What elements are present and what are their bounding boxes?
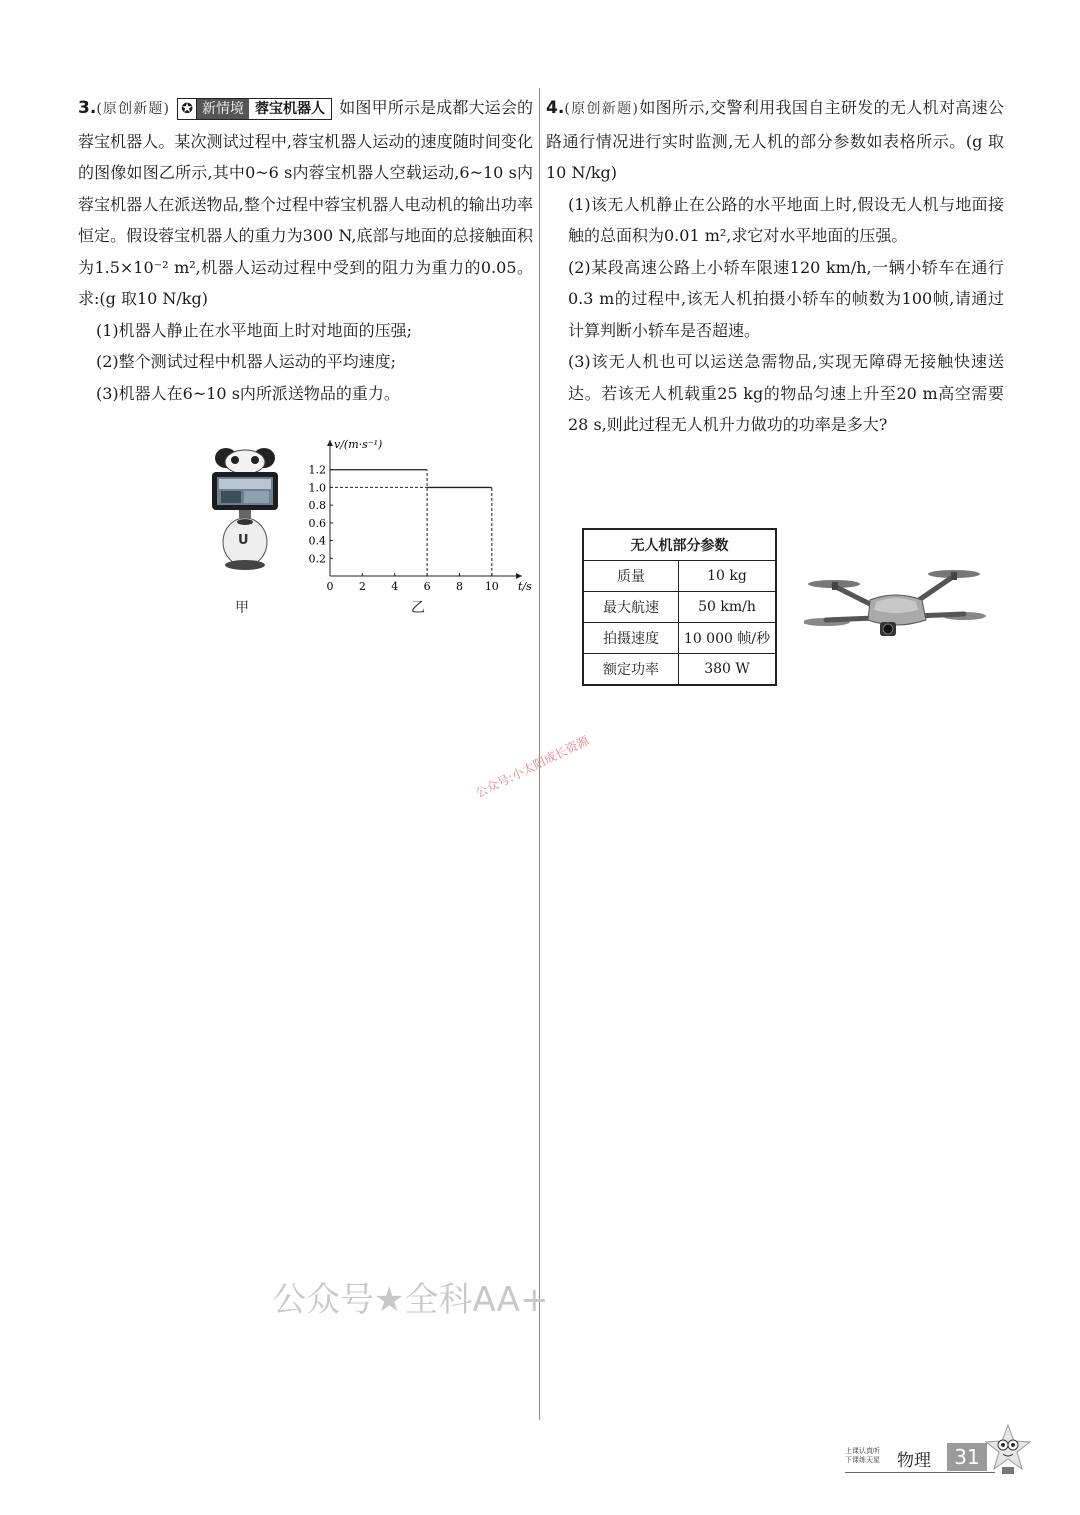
param-key: 最大航速 <box>583 592 679 623</box>
q4-sub-3: (3)该无人机也可以运送急需物品,实现无障碍无接触快速送达。若该无人机载重25 kg的物品匀速上升至20 m高空需要28 s,则此过程无人机升力做功的功率是多大? <box>568 352 1004 434</box>
q4-sub-2: (2)某段高速公路上小轿车限速120 km/h,一辆小轿车在通行0.3 m的过程中,该无人机拍摄小轿车的帧数为100帧,请通过计算判断小轿车是否超速。 <box>568 257 1004 340</box>
footer-subject: 物理 <box>897 1451 931 1471</box>
y-tick-label: 0.6 <box>308 516 326 530</box>
svg-text:U: U <box>238 533 249 548</box>
param-value: 10 000 帧/秒 <box>679 623 777 654</box>
x-tick-label: 6 <box>423 580 431 593</box>
slogan-line-2: 下课练天星 <box>845 1456 880 1464</box>
question-3 <box>78 92 533 616</box>
x-tick-label: 0 <box>326 580 334 593</box>
y-axis-arrow-icon <box>327 440 333 446</box>
x-tick-label: 4 <box>391 580 399 593</box>
watermark-grey: 公众号★全科AA+ <box>272 1280 549 1320</box>
param-key: 质量 <box>583 561 679 592</box>
caption-jia: 甲 <box>235 600 249 616</box>
param-key: 额定功率 <box>583 654 679 686</box>
q4-stem-text: 如图所示,交警利用我国自主研发的无人机对高速公路通行情况进行实时监测,无人机的部分参数如表格所示。(g 取10 N/kg) <box>546 98 1004 182</box>
watermark-red: 公众号:小太阳成长资源 <box>473 733 592 801</box>
q4-sub-1: (1)该无人机静止在公路的水平地面上时,假设无人机与地面接触的总面积为0.01 m²,求它对水平地面的压强。 <box>568 194 1004 245</box>
q4-number-dot: . <box>557 98 565 118</box>
q3-number: 3 <box>78 98 90 118</box>
table-row <box>583 654 776 686</box>
q3-stem-paragraph <box>78 92 533 315</box>
q3-source-tag: (原创新题) <box>96 101 171 117</box>
y-tick-label: 1.2 <box>308 463 326 477</box>
new-scenario-badge <box>177 98 332 120</box>
badge-label: 新情境 <box>197 99 249 119</box>
page-number: 31 <box>947 1443 987 1471</box>
q3-number-dot: . <box>89 98 97 118</box>
velocity-time-graph <box>298 434 538 604</box>
footer-rule <box>845 1472 995 1473</box>
q4-number: 4 <box>546 98 558 118</box>
table-title: 无人机部分参数 <box>583 529 776 561</box>
footer-slogan <box>845 1447 891 1465</box>
q3-sub-3: (3)机器人在6~10 s内所派送物品的重力。 <box>96 383 400 403</box>
param-value: 10 kg <box>679 561 777 592</box>
x-axis-label: t/s <box>518 580 532 593</box>
param-value: 50 km/h <box>679 592 777 623</box>
robot-illustration <box>208 444 282 574</box>
table-row <box>583 592 776 623</box>
x-tick-label: 8 <box>455 580 463 593</box>
y-tick-label: 0.8 <box>308 499 326 513</box>
table-row <box>583 623 776 654</box>
x-tick-label: 2 <box>358 580 366 593</box>
q3-sub-2: (2)整个测试过程中机器人运动的平均速度; <box>96 352 397 371</box>
star-mascot-icon <box>985 1423 1031 1475</box>
x-axis-arrow-icon <box>516 573 522 579</box>
caption-yi: 乙 <box>411 600 425 616</box>
drone-params-table <box>582 528 777 686</box>
page-footer <box>845 1443 1045 1473</box>
drone-illustration <box>804 562 986 658</box>
table-title-row <box>583 529 776 561</box>
y-tick-label: 0.4 <box>308 534 326 548</box>
table-row <box>583 561 776 592</box>
star-icon: ✪ <box>178 99 197 119</box>
q4-stem-paragraph <box>546 92 1004 189</box>
question-4 <box>546 92 1004 678</box>
q3-stem-text: 如图甲所示是成都大运会的蓉宝机器人。某次测试过程中,蓉宝机器人运动的速度随时间变化的图像如图乙所示,其中0~6 s内蓉宝机器人空载运动,6~10 s内蓉宝机器人在派送物品,整个过程中蓉宝机器人电动机的输出功率恒定。假设蓉宝机器人的重力为300 N,底部与地面的总接触面积为1.5×10⁻² m²,机器人运动过程中受到的阻力为重力的0.05。求:(g 取10 N/kg) <box>78 98 533 308</box>
slogan-line-1: 上课认真听 <box>845 1447 880 1455</box>
param-key: 拍摄速度 <box>583 623 679 654</box>
y-tick-label: 1.0 <box>308 481 326 495</box>
y-axis-label: v/(m·s⁻¹) <box>334 438 383 451</box>
badge-topic: 蓉宝机器人 <box>249 99 331 119</box>
q3-sub-1: (1)机器人静止在水平地面上时对地面的压强; <box>96 320 413 340</box>
q4-source-tag: (原创新题) <box>564 101 639 117</box>
x-tick-label: 10 <box>484 580 499 593</box>
param-value: 380 W <box>679 654 777 686</box>
y-tick-label: 0.2 <box>308 552 326 566</box>
